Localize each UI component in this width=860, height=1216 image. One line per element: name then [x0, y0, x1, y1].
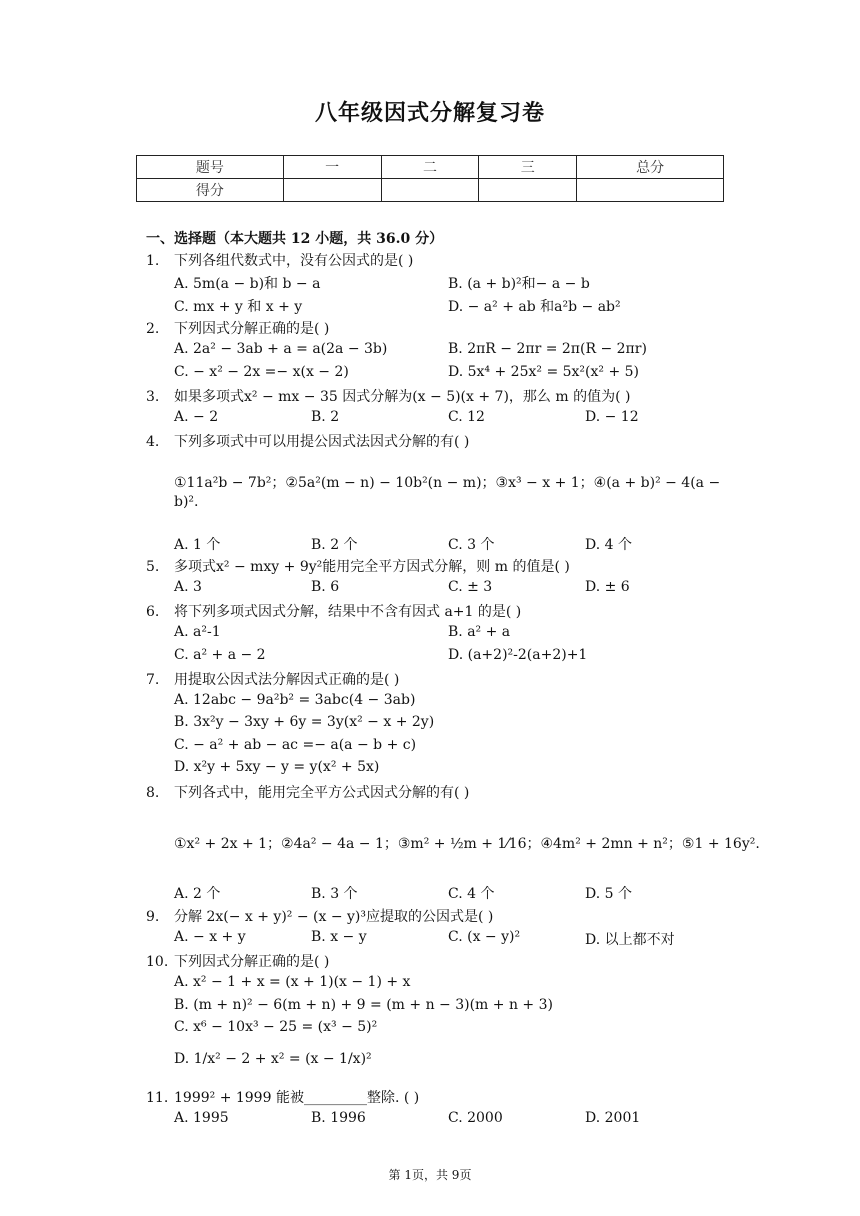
- option-d[interactable]: D. 4 个: [585, 537, 632, 553]
- option-b[interactable]: B. 1996: [311, 1110, 366, 1126]
- score-cell[interactable]: [283, 179, 381, 202]
- option-b[interactable]: B. 3 个: [311, 886, 358, 902]
- option-d[interactable]: D. − 12: [585, 409, 639, 425]
- option-d[interactable]: D. 2001: [585, 1110, 641, 1126]
- option-d[interactable]: D. 5x⁴ + 25x² = 5x²(x² + 5): [448, 364, 640, 380]
- option-a[interactable]: A. 1 个: [174, 537, 221, 553]
- question-number: 1.: [146, 253, 160, 269]
- question-stem: 下列各式中，能用完全平方公式因式分解的有( ): [174, 785, 470, 801]
- question-stem: 多项式x² − mxy + 9y²能用完全平方因式分解，则 m 的值是( ): [174, 559, 570, 575]
- option-a[interactable]: A. a²-1: [174, 624, 221, 640]
- score-table: [136, 155, 724, 202]
- header-cell: 二: [381, 156, 479, 179]
- option-c[interactable]: C. a² + a − 2: [174, 647, 266, 663]
- question-3: [146, 386, 630, 406]
- question-number: 2.: [146, 321, 160, 337]
- question-9: [146, 906, 493, 926]
- option-b[interactable]: B. x − y: [311, 929, 367, 945]
- option-a[interactable]: A. 3: [174, 579, 202, 595]
- header-cell: 三: [479, 156, 577, 179]
- question-number: 9.: [146, 909, 160, 925]
- question-stem: 下列各组代数式中，没有公因式的是( ): [174, 253, 414, 269]
- option-a[interactable]: A. x² − 1 + x = (x + 1)(x − 1) + x: [174, 974, 411, 990]
- question-7: [146, 669, 399, 689]
- score-cell[interactable]: [479, 179, 577, 202]
- option-d[interactable]: D. x²y + 5xy − y = y(x² + 5x): [174, 759, 380, 775]
- question-4: [146, 431, 469, 451]
- option-c[interactable]: C. 4 个: [448, 886, 495, 902]
- page-title: 八年级因式分解复习卷: [314, 100, 545, 126]
- question-2: [146, 318, 329, 338]
- score-label-cell: 得分: [137, 179, 284, 202]
- question-stem: 1999² + 1999 能被_________整除. ( ): [174, 1090, 420, 1106]
- section-heading: 一、选择题（本大题共 12 小题，共 36.0 分）: [146, 231, 444, 247]
- option-c[interactable]: C. − a² + ab − ac =− a(a − b + c): [174, 737, 417, 753]
- option-c[interactable]: C. 3 个: [448, 537, 495, 553]
- score-cell[interactable]: [381, 179, 479, 202]
- header-cell: 一: [283, 156, 381, 179]
- question-6: [146, 601, 521, 621]
- question-stem: 分解 2x(− x + y)² − (x − y)³应提取的公因式是( ): [174, 909, 494, 925]
- option-b[interactable]: B. (a + b)²和− a − b: [448, 276, 590, 292]
- question-stem: 如果多项式x² − mx − 35 因式分解为(x − 5)(x + 7)，那么 m 的值为( ): [174, 389, 631, 405]
- question-stem: 下列因式分解正确的是( ): [174, 321, 330, 337]
- score-table-header-row: [137, 156, 724, 179]
- option-d[interactable]: D. ± 6: [585, 579, 630, 595]
- option-c[interactable]: C. (x − y)²: [448, 929, 521, 945]
- option-d[interactable]: D. − a² + ab 和a²b − ab²: [448, 299, 621, 315]
- option-b[interactable]: B. 2πR − 2πr = 2π(R − 2πr): [448, 341, 647, 357]
- option-b[interactable]: B. 3x²y − 3xy + 6y = 3y(x² − x + 2y): [174, 714, 435, 730]
- question-number: 10.: [146, 954, 169, 970]
- question-8: [146, 782, 469, 802]
- option-c[interactable]: C. 2000: [448, 1110, 503, 1126]
- question-1: [146, 250, 413, 270]
- option-a[interactable]: A. − 2: [174, 409, 219, 425]
- question-stem: 下列因式分解正确的是( ): [174, 954, 330, 970]
- option-a[interactable]: A. 5m(a − b)和 b − a: [174, 276, 321, 292]
- question-stem: 下列多项式中可以用提公因式法因式分解的有( ): [174, 434, 470, 450]
- option-a[interactable]: A. 2a² − 3ab + a = a(2a − 3b): [174, 341, 388, 357]
- option-a[interactable]: A. 1995: [174, 1110, 229, 1126]
- question-number: 8.: [146, 785, 160, 801]
- question-number: 3.: [146, 389, 160, 405]
- option-b[interactable]: B. (m + n)² − 6(m + n) + 9 = (m + n − 3)(m + n + 3): [174, 997, 553, 1013]
- option-d[interactable]: D. 1/x² − 2 + x² = (x − 1/x)²: [174, 1051, 372, 1067]
- option-d[interactable]: D. 以上都不对: [585, 932, 675, 948]
- option-c[interactable]: C. − x² − 2x =− x(x − 2): [174, 364, 349, 380]
- page-footer: 第 1页，共 9页: [388, 1168, 472, 1182]
- option-b[interactable]: B. 2 个: [311, 537, 358, 553]
- question-number: 7.: [146, 672, 160, 688]
- score-table-score-row: [137, 179, 724, 202]
- question-expression: ①11a²b − 7b²；②5a²(m − n) − 10b²(n − m)；③x³ − x + 1；④(a + b)² − 4(a −: [174, 475, 721, 491]
- score-cell[interactable]: [577, 179, 724, 202]
- option-c[interactable]: C. 12: [448, 409, 485, 425]
- question-expression: ①x² + 2x + 1；②4a² − 4a − 1；③m² + ½m + 1⁄16；④4m² + 2mn + n²；⑤1 + 16y².: [174, 836, 760, 852]
- question-number: 11.: [146, 1090, 169, 1106]
- option-b[interactable]: B. 6: [311, 579, 340, 595]
- header-cell: 题号: [137, 156, 284, 179]
- option-d[interactable]: D. 5 个: [585, 886, 632, 902]
- question-number: 5.: [146, 559, 160, 575]
- question-number: 4.: [146, 434, 160, 450]
- option-b[interactable]: B. 2: [311, 409, 340, 425]
- question-11: [146, 1087, 419, 1107]
- question-stem: 用提取公因式法分解因式正确的是( ): [174, 672, 400, 688]
- question-expression-cont: b)².: [174, 494, 199, 510]
- header-cell: 总分: [577, 156, 724, 179]
- option-c[interactable]: C. mx + y 和 x + y: [174, 299, 303, 315]
- option-a[interactable]: A. 2 个: [174, 886, 221, 902]
- option-c[interactable]: C. x⁶ − 10x³ − 25 = (x³ − 5)²: [174, 1019, 378, 1035]
- option-a[interactable]: A. 12abc − 9a²b² = 3abc(4 − 3ab): [174, 692, 416, 708]
- question-number: 6.: [146, 604, 160, 620]
- option-b[interactable]: B. a² + a: [448, 624, 511, 640]
- option-d[interactable]: D. (a+2)²-2(a+2)+1: [448, 647, 588, 663]
- option-a[interactable]: A. − x + y: [174, 929, 246, 945]
- option-c[interactable]: C. ± 3: [448, 579, 493, 595]
- question-5: [146, 556, 570, 576]
- question-10: [146, 951, 329, 971]
- question-stem: 将下列多项式因式分解，结果中不含有因式 a+1 的是( ): [174, 604, 522, 620]
